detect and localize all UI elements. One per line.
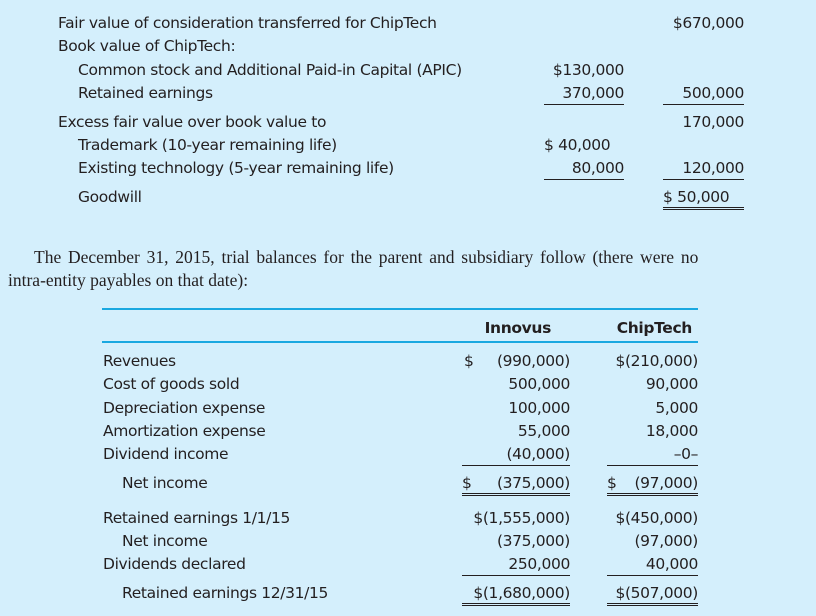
dollar-sign: $ <box>464 352 474 370</box>
value-goodwill <box>663 187 744 210</box>
dollar-sign: $ <box>462 474 472 492</box>
chiptech-amortization: 18,000 <box>645 422 698 440</box>
row-label-revenues: Revenues <box>103 352 176 370</box>
value-trademark: $ 40,000 <box>544 136 611 154</box>
row-label-retained-earnings: Retained earnings <box>78 84 213 102</box>
chiptech-re-net-income: (97,000) <box>634 532 698 550</box>
paragraph-line-1: The December 31, 2015, trial balances for the parent and subsidiary follow (there were no <box>34 247 699 267</box>
value-book-value-total: 500,000 <box>663 83 744 105</box>
row-label-dividend-income: Dividend income <box>103 445 229 463</box>
paragraph-line-2: intra-entity payables on that date): <box>8 270 249 290</box>
value-existing-technology: 80,000 <box>544 158 624 180</box>
value-excess-fair-value: 170,000 <box>682 113 744 131</box>
innovus-cogs: 500,000 <box>508 375 570 393</box>
innovus-dividends-declared: 250,000 <box>462 554 570 576</box>
innovus-re-net-income: (375,000) <box>496 532 570 550</box>
goodwill-amount: $ 50,000 <box>663 188 730 206</box>
chiptech-dividend-income: –0– <box>607 444 698 466</box>
innovus-re-ending: $(1,680,000) <box>462 583 570 606</box>
value-fair-value: $670,000 <box>672 14 744 32</box>
row-label-retained-earnings-ending: Retained earnings 12/31/15 <box>122 584 329 602</box>
row-label-excess-fair-value: Excess fair value over book value to <box>58 113 327 131</box>
row-label-goodwill: Goodwill <box>78 188 142 206</box>
row-label-re-net-income: Net income <box>122 532 208 550</box>
dollar-sign: $ <box>607 474 617 492</box>
innovus-net-income: $ (375,000) <box>462 473 570 496</box>
table-header-rule <box>102 341 698 343</box>
column-header-innovus: Innovus <box>484 319 551 337</box>
row-label-fair-value: Fair value of consideration transferred for ChipTech <box>58 14 437 32</box>
innovus-depreciation: 100,000 <box>508 399 570 417</box>
chiptech-net-income: $ (97,000) <box>607 473 698 496</box>
chiptech-dividends-declared: 40,000 <box>607 554 698 576</box>
chiptech-cogs: 90,000 <box>645 375 698 393</box>
value-retained-earnings: 370,000 <box>544 83 624 105</box>
innovus-amortization: 55,000 <box>517 422 570 440</box>
row-label-retained-earnings-beginning: Retained earnings 1/1/15 <box>103 509 291 527</box>
chiptech-re-ending: $(507,000) <box>607 583 698 606</box>
chiptech-depreciation: 5,000 <box>655 399 698 417</box>
chiptech-re-beginning: $(450,000) <box>615 509 698 527</box>
row-label-existing-technology: Existing technology (5-year remaining life) <box>78 159 394 177</box>
row-label-dividends-declared: Dividends declared <box>103 555 246 573</box>
row-label-common-stock-apic: Common stock and Additional Paid-in Capital (APIC) <box>78 61 462 79</box>
innovus-re-beginning: $(1,555,000) <box>473 509 570 527</box>
column-header-chiptech: ChipTech <box>616 319 692 337</box>
row-label-trademark: Trademark (10-year remaining life) <box>78 136 337 154</box>
value-identified-intangibles-total: 120,000 <box>663 158 744 180</box>
value-common-stock-apic: $130,000 <box>552 61 624 79</box>
innovus-dividend-income: (40,000) <box>462 444 570 466</box>
row-label-cost-of-goods-sold: Cost of goods sold <box>103 375 240 393</box>
row-label-depreciation-expense: Depreciation expense <box>103 399 266 417</box>
table-top-rule <box>102 308 698 310</box>
chiptech-revenues: $(210,000) <box>615 352 698 370</box>
row-label-book-value: Book value of ChipTech: <box>58 37 236 55</box>
row-label-amortization-expense: Amortization expense <box>103 422 266 440</box>
row-label-net-income: Net income <box>122 474 208 492</box>
innovus-revenues: $ (990,000) <box>464 352 570 370</box>
